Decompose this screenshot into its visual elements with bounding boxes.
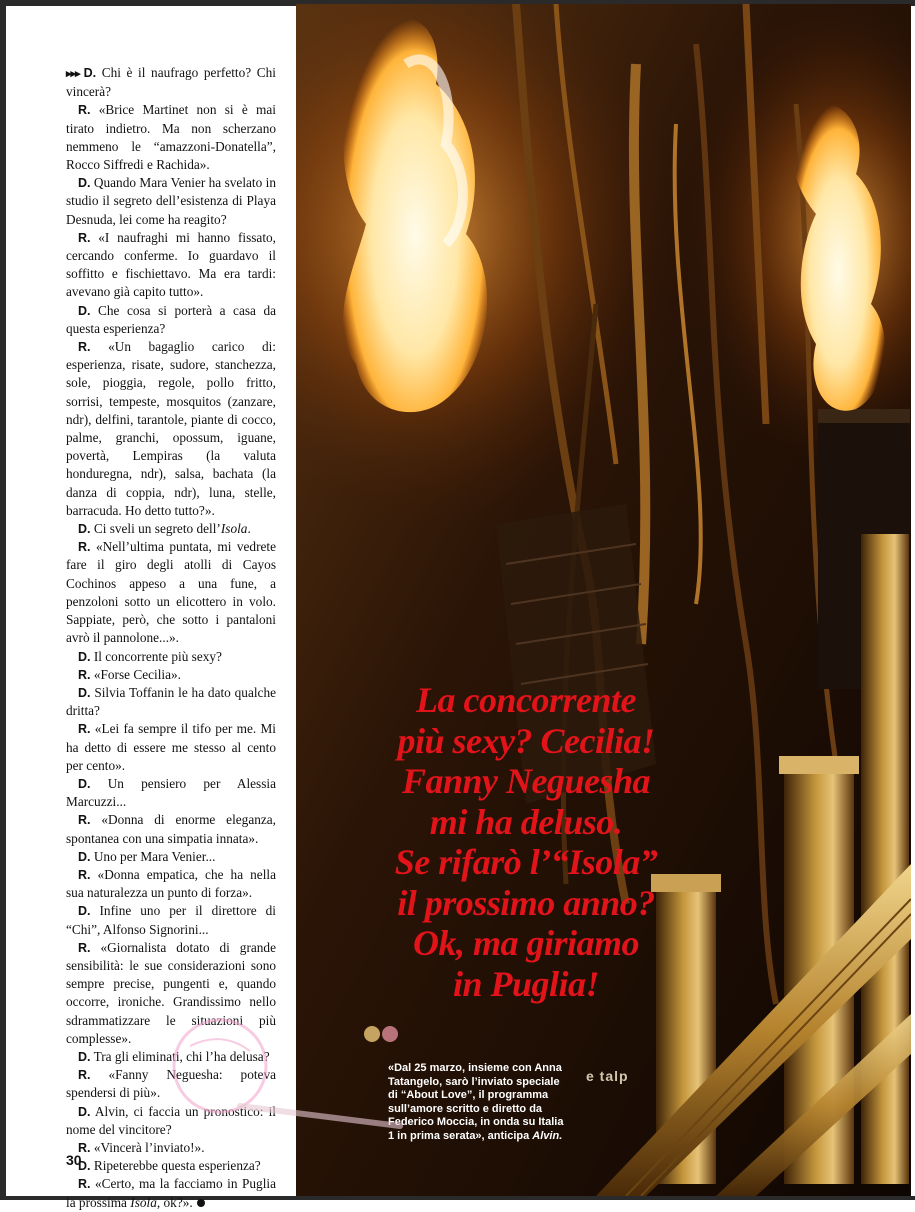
question-label: D. [78,303,91,318]
pull-quote-line: Ok, ma giriamo [412,923,639,963]
pull-quote-line: il prossimo anno? [397,882,655,923]
answer-paragraph [66,720,276,775]
question-paragraph [66,64,276,101]
paragraph-text: Uno per Mara Venier... [90,848,216,864]
question-paragraph [66,302,276,338]
pull-quote-line: in Puglia! [452,963,600,1004]
paragraph-text: «Donna di enorme eleganza, spontanea con una simpatia innata». [66,812,276,846]
paragraph-text: «I naufraghi mi hanno fissato, cercando conferme. Io guardavo il soffitto e fischiettavo. Ma era tardi: avevano già capito tutto». [66,229,276,300]
italic-title: Isola [220,521,248,537]
caption-text: Federico Moccia, in onda su Italia [388,1116,564,1129]
question-paragraph [66,1157,276,1175]
paragraph-text: Quando Mara Venier ha svelato in studio il segreto dell’esistenza di Playa Desnuda, lei come ha reagito? [66,175,276,227]
answer-label: R. [78,667,91,682]
question-paragraph [66,520,276,538]
interview-text-column [66,64,276,1212]
answer-label: R. [78,1177,91,1192]
answer-paragraph [66,538,276,647]
pull-quote-line: più sexy? Cecilia! [397,720,655,761]
answer-label: R. [78,1068,91,1083]
paragraph-text: «Giornalista dotato di grande sensibilità: le sue considerazioni sono sempre precise, pungenti e, quando occorre, ironiche. Grandissimo nello sdrammatizzare le situazioni più complesse». [66,939,276,1046]
paragraph-text: Che cosa si porterà a casa da questa esperienza? [66,302,276,336]
question-label: D. [78,849,91,864]
paragraph-text: Infine uno per il direttore di “Chi”, Alfonso Signorini... [66,903,276,937]
paragraph-text: Ripeterebbe questa esperienza? [90,1158,261,1174]
question-paragraph [66,775,276,811]
answer-label: R. [78,103,91,118]
answer-label: R. [78,722,91,737]
paragraph-text: Chi è il naufrago perfetto? Chi vincerà? [66,65,276,100]
question-label: D. [78,776,91,791]
page-number: 30 [66,1152,82,1168]
paragraph-text: «Vincerà l’inviato!». [90,1139,205,1155]
paragraph-text: Ci sveli un segreto dell’ [90,521,221,537]
paragraph-text: «Brice Martinet non si è mai tirato indietro. Ma non scherzano nemmeno le “amazzoni-Donatella”, Rocco Siffredi e Rachida». [66,102,276,173]
pull-quote [346,680,706,1004]
paragraph-text: Un pensiero per Alessia Marcuzzi... [66,775,276,810]
paragraph-text: Il concorrente più sexy? [90,648,222,664]
pull-quote-line: Fanny Neguesha [401,761,651,801]
caption-line [388,1103,624,1117]
answer-paragraph [66,866,276,902]
pull-quote-line: La concorrente [416,680,636,720]
answer-paragraph [66,1066,276,1102]
answer-label: R. [78,230,91,245]
question-label: D. [83,66,97,80]
answer-label: R. [78,813,91,828]
paragraph-text: «Donna empatica, che ha nella sua naturalezza un punto di forza». [66,866,276,901]
question-label: D. [78,1159,91,1174]
paragraph-text: Alvin, ci faccia un pronostico: il nome del vincitore? [66,1103,276,1137]
answer-paragraph [66,1139,276,1157]
italic-title: Isola [130,1194,157,1210]
answer-paragraph [66,338,276,520]
paragraph-text: «Forse Cecilia». [90,666,181,682]
caption-italic-name: Alvin. [532,1129,563,1142]
tiki-torches-photo [296,4,911,1196]
answer-paragraph [66,811,276,847]
paragraph-text: «Certo, ma la facciamo in Puglia la prossima [66,1176,276,1210]
question-paragraph [66,174,276,229]
question-paragraph [66,848,276,866]
answer-label: R. [78,1140,91,1155]
caption-text: «Dal 25 marzo, insieme con Anna [388,1062,562,1074]
photo-illustration [296,4,911,1196]
continuation-arrows-icon: ▸▸▸ [66,68,80,80]
paragraph-text: «Lei fa sempre il tifo per me. Mi ha detto di essere me stesso al cento per cento». [66,721,276,773]
question-paragraph [66,902,276,938]
caption-text: Tatangelo, sarò l’inviato speciale [388,1075,560,1088]
caption-line [388,1130,624,1144]
answer-paragraph [66,229,276,302]
caption-text: sull’amore scritto e diretto da [388,1102,543,1115]
question-label: D. [78,649,91,664]
paragraph-text: «Nell’ultima puntata, mi vedrete fare il giro degli atolli di Cayos Cochinos appeso a una fune, a penzoloni sotto un elicottero in volo. Sappiate, però, che sotto i pantaloni avrò il pannolone...». [66,539,276,646]
paragraph-text-end: , ok?». [156,1194,193,1210]
paragraph-text-end: . [247,521,251,537]
pull-quote-line: Se rifarò l’“Isola” [394,842,658,882]
question-label: D. [78,176,91,191]
question-label: D. [78,522,91,537]
paragraph-text: Tra gli eliminati, chi l’ha delusa? [90,1048,270,1064]
watermark-text: e talp [586,1068,629,1084]
answer-label: R. [78,867,91,882]
paragraph-text: «Un bagaglio carico di: esperienza, risate, sudore, stanchezza, sole, pioggia, regole, pollo fritto, sorrisi, tempeste, mosquitos (zanzare, ndr), delfini, tarantole, piante di cocco, palme, granchi, opossum, iguane, povertà, Lempiras (la valuta honduregna, ndr), salsa, bachata (la danza di coppia, ndr), luna, stelle, barracuda. Ho detto tutto?». [66,339,276,518]
question-label: D. [78,1104,91,1119]
caption-line [388,1089,624,1103]
caption-line [388,1116,624,1130]
question-paragraph [66,1048,276,1066]
answer-label: R. [78,540,91,555]
answer-paragraph [66,1175,276,1211]
question-paragraph [66,648,276,666]
pull-quote-line: mi ha deluso. [429,801,623,842]
question-paragraph [66,1103,276,1139]
question-paragraph [66,684,276,720]
question-label: D. [78,904,91,919]
question-label: D. [78,685,91,700]
question-label: D. [78,1049,91,1064]
caption-text: di “About Love”, il programma [388,1089,549,1102]
answer-label: R. [78,340,91,355]
paragraph-text: Silvia Toffanin le ha dato qualche dritta? [66,684,276,719]
page-border-left [0,0,6,1200]
answer-paragraph [66,101,276,174]
answer-label: R. [78,940,91,955]
answer-paragraph [66,666,276,684]
caption-text: 1 in prima serata», anticipa [388,1129,533,1142]
paragraph-text: «Fanny Neguesha: poteva spendersi di più». [66,1067,276,1101]
answer-paragraph [66,939,276,1048]
